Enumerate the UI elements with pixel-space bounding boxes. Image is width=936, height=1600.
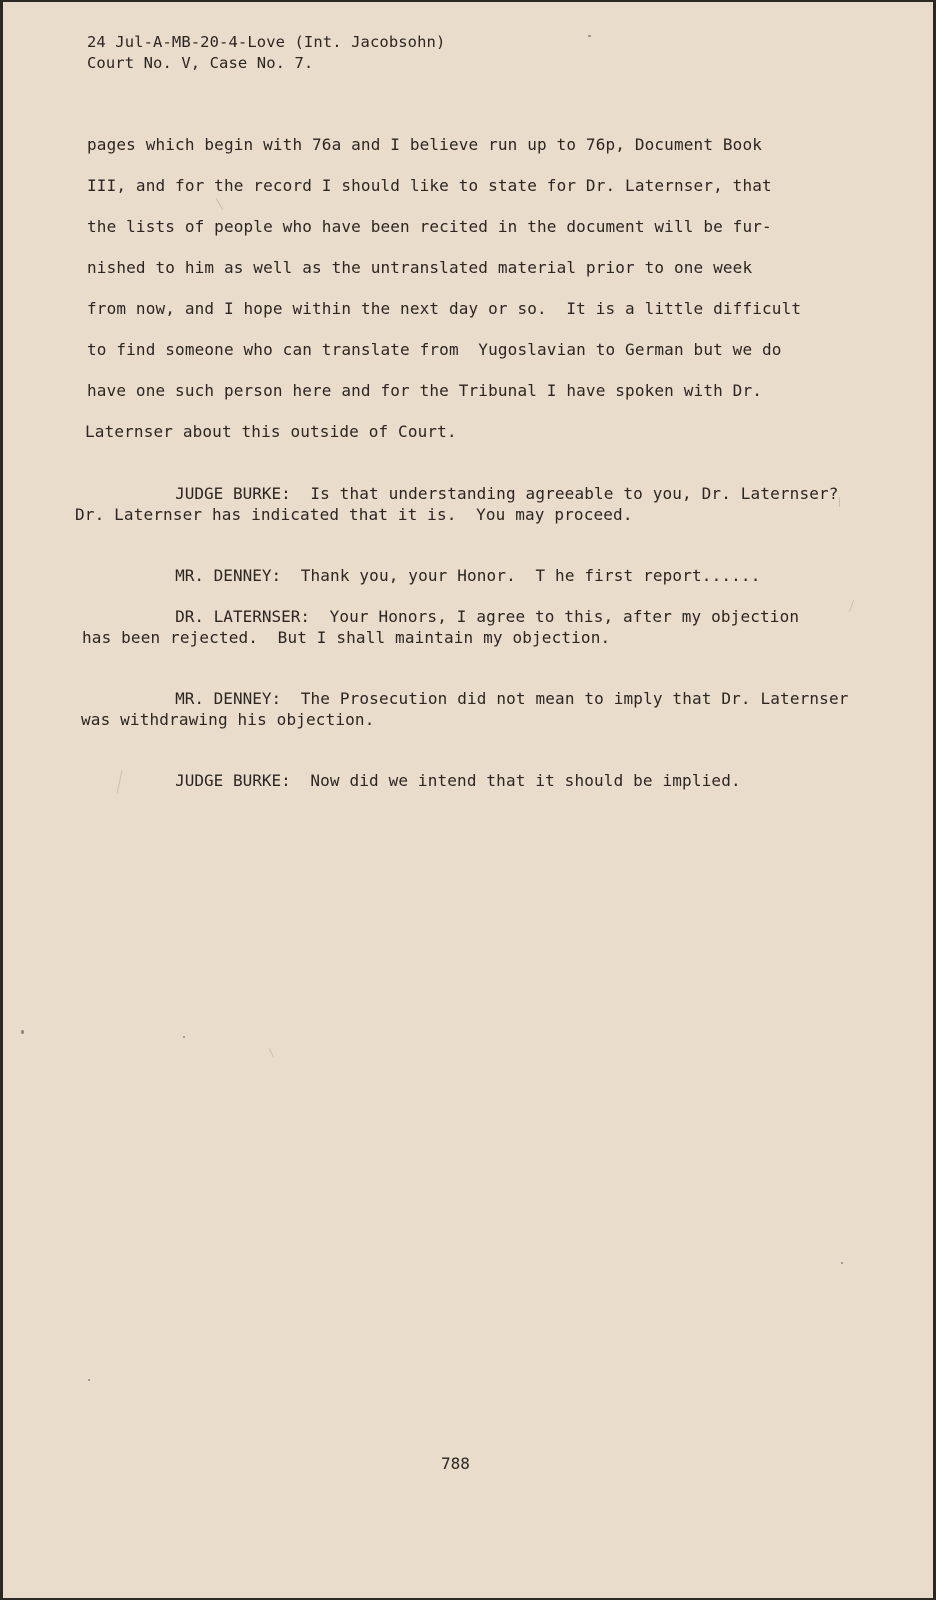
page-number: 788 (441, 1454, 470, 1473)
speech-text: Now did we intend that it should be implied. (310, 771, 741, 790)
transcript-exchange (136, 751, 741, 811)
speaker-name: MR. DENNEY: (175, 566, 282, 585)
paper-fleck (88, 1379, 90, 1381)
speech-text: Is that understanding agreeable to you, Dr. Laternser? (310, 484, 839, 503)
speaker-name: JUDGE BURKE: (175, 484, 291, 503)
transcript-line: Dr. Laternser has indicated that it is. You may proceed. (75, 505, 633, 524)
speaker-name: JUDGE BURKE: (175, 771, 291, 790)
transcript-line: from now, and I hope within the next day or so. It is a little difficult (87, 299, 802, 318)
paper-fiber (849, 600, 854, 612)
transcript-line: nished to him as well as the untranslated material prior to one week (87, 258, 753, 277)
document-header (87, 32, 445, 74)
paper-fleck (21, 1030, 24, 1034)
transcript-line: III, and for the record I should like to state for Dr. Laternser, that (87, 176, 772, 195)
transcript-line: have one such person here and for the Tribunal I have spoken with Dr. (87, 381, 763, 400)
paper-fleck (183, 1036, 185, 1038)
document-page (3, 2, 933, 1598)
transcript-line: was withdrawing his objection. (81, 710, 375, 729)
paper-fiber (839, 497, 840, 507)
header-court-line: Court No. V, Case No. 7. (87, 54, 314, 72)
paper-fleck (841, 1262, 843, 1264)
speaker-name: MR. DENNEY: (175, 689, 282, 708)
paper-fleck (588, 35, 591, 37)
speech-text: Your Honors, I agree to this, after my objection (329, 607, 800, 626)
header-session-line: 24 Jul-A-MB-20-4-Love (Int. Jacobsohn) (87, 33, 446, 51)
paper-fiber (216, 198, 224, 211)
transcript-line: has been rejected. But I shall maintain my objection. (82, 628, 611, 647)
paper-fiber (117, 771, 123, 793)
transcript-line: Laternser about this outside of Court. (85, 422, 457, 441)
speaker-name: DR. LATERNSER: (175, 607, 310, 626)
transcript-line: the lists of people who have been recited in the document will be fur- (87, 217, 772, 236)
speech-text: The Prosecution did not mean to imply that Dr. Laternser (300, 689, 849, 708)
transcript-line: to find someone who can translate from Yugoslavian to German but we do (87, 340, 782, 359)
speech-text: Thank you, your Honor. T he first report...... (300, 566, 761, 585)
transcript-line: pages which begin with 76a and I believe run up to 76p, Document Book (87, 135, 763, 154)
paper-fiber (269, 1048, 274, 1057)
